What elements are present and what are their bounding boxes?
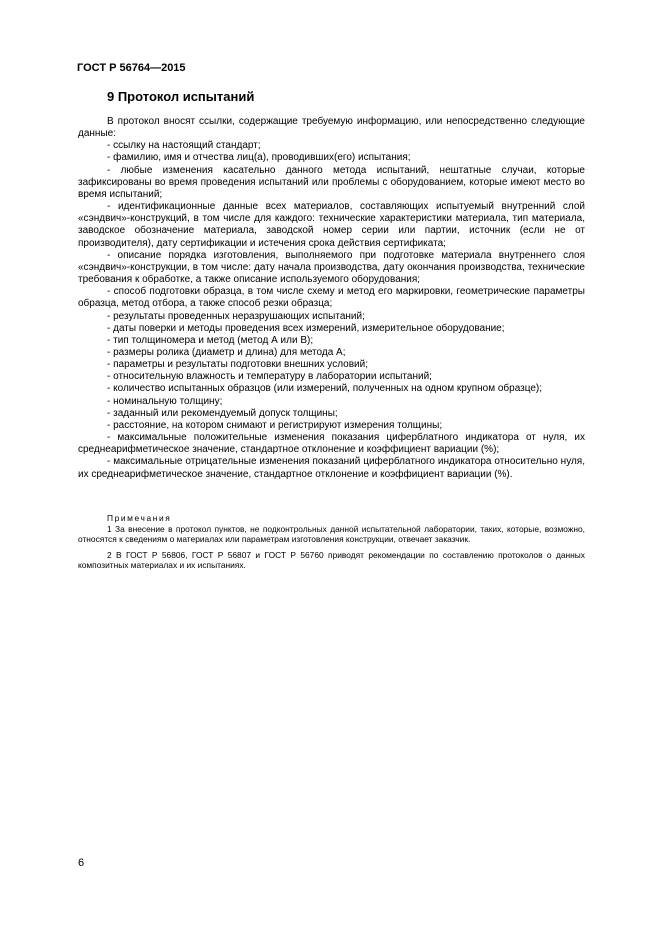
document-code: ГОСТ Р 56764—2015 bbox=[77, 62, 186, 74]
notes-title: Примечания bbox=[107, 513, 172, 523]
notes-block bbox=[78, 513, 585, 571]
list-item: - максимальные отрицательные изменения показаний циферблатного индикатора относительно нуля, их среднеарифметическое значение, стандартное отклонение и коэффициент вариации (%). bbox=[78, 456, 585, 480]
list-item: - расстояние, на котором снимают и регистрируют измерения толщины; bbox=[107, 419, 443, 431]
list-item: - параметры и результаты подготовки внешних условий; bbox=[107, 359, 368, 371]
list-item: - ссылку на настоящий стандарт; bbox=[107, 140, 261, 152]
note-1: 1 За внесение в протокол пунктов, не подконтрольных данной испытательной лаборатории, таких, которые, возможно, относятся к сведениям о материалах или параметрам изготовления конструкции, отвечает заказчик. bbox=[78, 523, 585, 544]
list-item: - даты поверки и методы проведения всех измерений, измерительное оборудование; bbox=[107, 322, 505, 334]
protocol-body bbox=[78, 116, 585, 481]
list-item: - максимальные положительные изменения показания циферблатного индикатора от нуля, их среднеарифметическое значение, стандартное отклонение и коэффициент вариации (%); bbox=[78, 432, 585, 456]
paragraph-intro: В протокол вносят ссылки, содержащие требуемую информацию, или непосредственно следующие данные: bbox=[78, 116, 585, 140]
list-item: - тип толщиномера и метод (метод А или В); bbox=[107, 334, 314, 346]
list-item: - способ подготовки образца, в том числе схему и метод его маркировки, геометрические параметры образца, метод отбора, а также способ резки образца; bbox=[78, 286, 585, 310]
list-item: - заданный или рекомендуемый допуск толщины; bbox=[107, 407, 338, 419]
list-item: - фамилию, имя и отчества лиц(а), проводивших(его) испытания; bbox=[107, 152, 411, 164]
list-item: - количество испытанных образцов (или измерений, полученных на одном крупном образце); bbox=[107, 383, 543, 395]
list-item: - размеры ролика (диаметр и длина) для метода А; bbox=[107, 346, 346, 358]
note-2: 2 В ГОСТ Р 56806, ГОСТ Р 56807 и ГОСТ Р 56760 приводят рекомендации по составлению протоколов о данных композитных материалах и их испытаниях. bbox=[78, 549, 585, 570]
list-item: - идентификационные данные всех материалов, составляющих испытуемый внутренний слой «сэндвич»-конструкций, в том числе для каждого: технические характеристики материала, тип материала, заводское обозначение материала, заводской номер серии или партии, источник (если не от производителя), дату сертификации и истечения срока действия сертификата; bbox=[78, 201, 585, 249]
list-item: - номинальную толщину; bbox=[107, 395, 223, 407]
page-number: 6 bbox=[78, 857, 85, 869]
list-item: - результаты проведенных неразрушающих испытаний; bbox=[107, 310, 365, 322]
section-title: 9 Протокол испытаний bbox=[107, 89, 255, 104]
list-item: - описание порядка изготовления, выполняемого при подготовке материала внутреннего слоя «сэндвич»-конструкции, в том числе: дату начала производства, дату окончания производства, технические требования к обработке, а также описание используемого оборудования; bbox=[78, 249, 585, 286]
list-item: - любые изменения касательно данного метода испытаний, нештатные случаи, которые зафиксированы во время проведения испытаний или проблемы с оборудованием, которые имеют место во время испытаний; bbox=[78, 164, 585, 200]
list-item: - относительную влажность и температуру в лаборатории испытаний; bbox=[107, 371, 432, 383]
